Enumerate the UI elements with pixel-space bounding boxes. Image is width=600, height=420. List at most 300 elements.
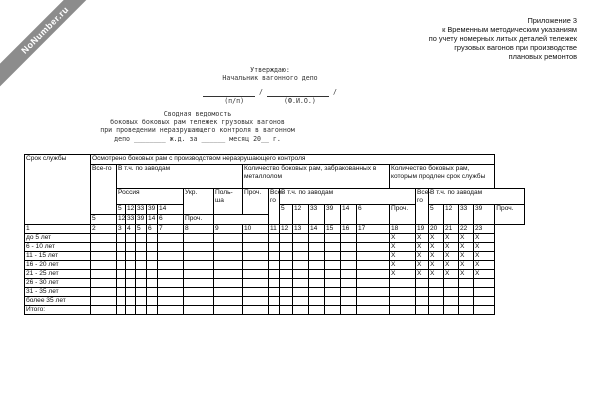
plant-code: 5 [117, 205, 126, 215]
table-cell: X [459, 243, 474, 252]
table-cell [293, 252, 309, 261]
table-cell [459, 297, 474, 306]
column-number: 7 [158, 225, 184, 234]
name-blank [267, 88, 329, 97]
table-cell [184, 234, 214, 243]
table-cell [184, 252, 214, 261]
plant-code: 12 [293, 205, 309, 225]
statement-line: боковых боковых рам тележек грузовых вагонов [110, 118, 285, 127]
header-inspected: Осмотрено боковых рам с производством неразрушающего контроля [91, 155, 495, 165]
approval-role: Начальник вагонного депо [222, 74, 318, 82]
table-cell [280, 279, 293, 288]
header-by-plants: В т.ч. по заводам [280, 189, 416, 205]
column-number: 13 [293, 225, 309, 234]
table-cell: X [459, 234, 474, 243]
table-cell [341, 279, 357, 288]
table-cell [126, 270, 136, 279]
header-other: Проч. [184, 215, 214, 225]
table-cell [280, 234, 293, 243]
table-cell: X [444, 252, 459, 261]
table-cell: X [459, 252, 474, 261]
table-row [25, 279, 525, 288]
plant-code: 14 [147, 215, 158, 225]
table-cell [341, 306, 357, 315]
table-cell [280, 261, 293, 270]
table-cell [325, 279, 341, 288]
table-cell [117, 270, 126, 279]
header-ukr: Укр. [184, 189, 214, 215]
appendix-line: грузовых вагонов при производстве [454, 43, 577, 52]
table-row [25, 261, 525, 270]
header-other: Проч. [243, 189, 269, 215]
column-number: 11 [269, 225, 280, 234]
table-cell [136, 297, 147, 306]
table-cell [158, 270, 184, 279]
table-cell [126, 252, 136, 261]
table-cell [444, 306, 459, 315]
table-cell: X [416, 243, 429, 252]
table-cell [357, 288, 390, 297]
table-cell [126, 261, 136, 270]
table-cell [117, 234, 126, 243]
table-cell: X [474, 234, 495, 243]
table-cell [325, 243, 341, 252]
table-cell [147, 234, 158, 243]
statement-line: Сводная ведомость [163, 110, 232, 118]
table-cell [269, 252, 280, 261]
table-cell [309, 234, 325, 243]
table-cell [184, 243, 214, 252]
table-cell [280, 270, 293, 279]
summary-table [24, 154, 525, 315]
statement-line: депо ________ ж.д. за ______ месяц 20__ г. [114, 134, 281, 143]
table-cell [280, 243, 293, 252]
plant-code: 39 [325, 205, 341, 225]
table-row [25, 297, 525, 306]
table-cell [280, 252, 293, 261]
table-cell: X [429, 243, 444, 252]
table-cell [416, 288, 429, 297]
table-cell [357, 261, 390, 270]
column-number: 15 [325, 225, 341, 234]
row-label: 16 - 20 лет [25, 261, 91, 270]
row-label: 31 - 35 лет [25, 288, 91, 297]
plant-code: 39 [474, 205, 495, 225]
table-cell [158, 234, 184, 243]
plant-code: 39 [147, 205, 158, 215]
table-cell: X [416, 252, 429, 261]
header-total: Все-го [416, 189, 429, 225]
table-cell [341, 288, 357, 297]
table-cell [184, 261, 214, 270]
table-cell [136, 252, 147, 261]
signature-separator: / [259, 88, 263, 96]
column-number: 19 [416, 225, 429, 234]
table-cell [325, 261, 341, 270]
header-other: Проч. [390, 205, 416, 225]
plant-code: 33 [136, 205, 147, 215]
table-cell: X [390, 234, 416, 243]
table-cell [429, 306, 444, 315]
table-cell [117, 252, 126, 261]
table-cell [91, 243, 117, 252]
table-cell [357, 279, 390, 288]
table-cell [243, 270, 269, 279]
appendix-header [429, 16, 577, 61]
row-label: 6 - 10 лет [25, 243, 91, 252]
table-cell [184, 270, 214, 279]
table-cell [325, 270, 341, 279]
plant-code: 12 [444, 205, 459, 225]
table-cell [126, 279, 136, 288]
table-cell [309, 288, 325, 297]
table-cell [357, 306, 390, 315]
table-cell [309, 252, 325, 261]
table-cell [269, 270, 280, 279]
table-cell [243, 252, 269, 261]
table-cell [357, 297, 390, 306]
table-cell [390, 297, 416, 306]
column-number: 12 [280, 225, 293, 234]
header-by-plants: В т.ч. по заводам [117, 165, 243, 189]
table-cell [91, 252, 117, 261]
column-number: 17 [357, 225, 390, 234]
table-cell [214, 288, 243, 297]
table-cell [214, 252, 243, 261]
plant-code: 5 [91, 215, 117, 225]
plant-code: 5 [429, 205, 444, 225]
table-cell [357, 270, 390, 279]
table-cell [126, 297, 136, 306]
table-cell [293, 270, 309, 279]
table-cell [341, 261, 357, 270]
table-cell [459, 279, 474, 288]
column-number: 10 [243, 225, 269, 234]
table-cell [444, 279, 459, 288]
table-cell [325, 234, 341, 243]
table-cell [117, 306, 126, 315]
table-cell [474, 279, 495, 288]
table-cell: X [429, 252, 444, 261]
plant-code: 5 [280, 205, 293, 225]
row-label: Итого: [25, 306, 91, 315]
table-cell [429, 297, 444, 306]
signature-line [195, 88, 345, 97]
approval-block [195, 66, 345, 105]
table-cell [214, 279, 243, 288]
statement-title [30, 110, 365, 143]
table-cell [117, 279, 126, 288]
header-total: Все-го [91, 165, 117, 215]
table-cell [158, 261, 184, 270]
table-cell [341, 297, 357, 306]
table-cell: X [390, 243, 416, 252]
table-cell [357, 252, 390, 261]
table-cell [341, 234, 357, 243]
table-cell [269, 261, 280, 270]
table-cell [214, 234, 243, 243]
table-cell [136, 234, 147, 243]
table-cell: X [474, 243, 495, 252]
signature-blank [203, 88, 255, 97]
table-cell [293, 234, 309, 243]
signature-caption: (п/п) [224, 97, 245, 105]
table-cell [280, 297, 293, 306]
table-cell [293, 297, 309, 306]
table-cell [147, 252, 158, 261]
table-cell [459, 306, 474, 315]
table-cell [91, 306, 117, 315]
table-cell [136, 270, 147, 279]
appendix-line: по учету номерных литых деталей тележек [428, 34, 577, 43]
statement-line: при проведении неразрушающего контроля в вагонном [100, 126, 295, 135]
header-russia: Россия [117, 189, 184, 205]
table-cell [91, 297, 117, 306]
plant-code: 12 [117, 215, 126, 225]
table-cell [126, 234, 136, 243]
table-cell [474, 297, 495, 306]
table-cell: X [474, 261, 495, 270]
table-cell [293, 243, 309, 252]
table-cell [158, 252, 184, 261]
table-cell: X [474, 252, 495, 261]
table-cell [357, 234, 390, 243]
table-cell [147, 297, 158, 306]
table-row [25, 234, 525, 243]
plant-code: 6 [158, 215, 184, 225]
table-cell [184, 297, 214, 306]
table-cell [309, 261, 325, 270]
table-cell [214, 270, 243, 279]
table-cell [243, 306, 269, 315]
table-cell [214, 297, 243, 306]
signature-captions [195, 97, 345, 105]
header-extended: Количество боковых рам, которым продлен срок службы [390, 165, 495, 189]
plant-code: 14 [341, 205, 357, 225]
table-cell [147, 288, 158, 297]
table-cell [184, 279, 214, 288]
table-cell [126, 306, 136, 315]
plant-code: 14 [158, 205, 184, 215]
row-label: более 35 лет [25, 297, 91, 306]
table-cell [309, 270, 325, 279]
table-cell [269, 243, 280, 252]
column-number: 9 [214, 225, 243, 234]
signature-separator: / [333, 88, 337, 96]
table-cell [269, 306, 280, 315]
header-rejected: Количество боковых рам, забракованных в металлолом [243, 165, 390, 189]
table-cell [325, 252, 341, 261]
table-cell: X [444, 261, 459, 270]
table-cell [184, 288, 214, 297]
header-by-plants: В т.ч. по заводам [429, 189, 525, 205]
table-cell [474, 306, 495, 315]
table-row [25, 288, 525, 297]
table-cell [136, 279, 147, 288]
table-cell [293, 279, 309, 288]
table-cell: X [474, 270, 495, 279]
header-service-life: Срок службы [25, 155, 91, 225]
table-row [25, 306, 525, 315]
table-cell [429, 288, 444, 297]
watermark-ribbon: NoNumber.ru [0, 0, 111, 96]
header-total: Все-го [269, 189, 280, 225]
table-cell [293, 288, 309, 297]
table-cell [243, 297, 269, 306]
approval-title: Утверждаю: [250, 66, 290, 74]
table-cell: X [416, 270, 429, 279]
column-number: 8 [184, 225, 214, 234]
table-cell [325, 288, 341, 297]
table-cell [147, 270, 158, 279]
table-cell [269, 288, 280, 297]
table-cell [309, 243, 325, 252]
table-cell [136, 288, 147, 297]
column-number: 4 [126, 225, 136, 234]
table-cell [214, 243, 243, 252]
table-cell [416, 297, 429, 306]
column-number: 23 [474, 225, 495, 234]
column-number: 18 [390, 225, 416, 234]
table-cell [91, 261, 117, 270]
table-cell [117, 261, 126, 270]
table-cell: X [416, 261, 429, 270]
table-cell: X [444, 243, 459, 252]
column-number: 20 [429, 225, 444, 234]
table-cell [474, 288, 495, 297]
appendix-line: Приложение 3 [527, 16, 577, 25]
column-number: 1 [25, 225, 91, 234]
table-cell [459, 288, 474, 297]
plant-code: 33 [459, 205, 474, 225]
table-cell: X [459, 270, 474, 279]
table-cell [126, 288, 136, 297]
table-cell [390, 288, 416, 297]
header-other: Проч. [495, 205, 525, 225]
column-number: 3 [117, 225, 126, 234]
table-cell [91, 270, 117, 279]
table-cell [269, 234, 280, 243]
table-cell [136, 243, 147, 252]
table-cell [293, 261, 309, 270]
table-cell [243, 288, 269, 297]
plant-code: 33 [309, 205, 325, 225]
table-cell [444, 297, 459, 306]
table-cell [147, 243, 158, 252]
plant-code: 12 [126, 205, 136, 215]
name-caption: (Ф.И.О.) [284, 97, 316, 105]
table-cell: X [429, 270, 444, 279]
table-cell: X [444, 270, 459, 279]
table-cell [269, 279, 280, 288]
table-cell [91, 279, 117, 288]
table-cell [280, 306, 293, 315]
table-cell [309, 306, 325, 315]
table-cell: X [390, 261, 416, 270]
table-cell: X [390, 252, 416, 261]
table-cell [158, 243, 184, 252]
row-label: 26 - 30 лет [25, 279, 91, 288]
table-cell [325, 306, 341, 315]
table-cell [416, 306, 429, 315]
table-cell [117, 297, 126, 306]
table-cell: X [390, 270, 416, 279]
table-cell [214, 306, 243, 315]
table-cell [158, 279, 184, 288]
table-cell [126, 243, 136, 252]
column-number: 6 [147, 225, 158, 234]
table-cell [325, 297, 341, 306]
table-cell [243, 243, 269, 252]
table-cell [91, 234, 117, 243]
table-cell: X [459, 261, 474, 270]
table-cell: X [444, 234, 459, 243]
table-cell [147, 261, 158, 270]
table-cell [136, 306, 147, 315]
column-number: 2 [91, 225, 117, 234]
table-row [25, 252, 525, 261]
table-cell [214, 261, 243, 270]
appendix-line: к Временным методическим указаниям [442, 25, 577, 34]
table-cell [243, 279, 269, 288]
row-label: 11 - 15 лет [25, 252, 91, 261]
plant-code: 6 [357, 205, 390, 225]
table-cell [341, 270, 357, 279]
table-cell [429, 279, 444, 288]
header-poland: Поль-ша [214, 189, 243, 215]
appendix-line: плановых ремонтов [508, 52, 577, 61]
column-number: 5 [136, 225, 147, 234]
table-cell [416, 279, 429, 288]
table-cell: X [416, 234, 429, 243]
table-cell [341, 243, 357, 252]
plant-code: 33 [126, 215, 136, 225]
table-cell [243, 234, 269, 243]
table-cell [158, 288, 184, 297]
column-number: 21 [444, 225, 459, 234]
plant-code: 39 [136, 215, 147, 225]
table-cell [158, 306, 184, 315]
table-cell [147, 306, 158, 315]
table-cell [117, 288, 126, 297]
table-cell [341, 252, 357, 261]
row-label: до 5 лет [25, 234, 91, 243]
table-row [25, 243, 525, 252]
table-cell [309, 297, 325, 306]
column-number: 16 [341, 225, 357, 234]
row-label: 21 - 25 лет [25, 270, 91, 279]
table-cell: X [429, 234, 444, 243]
table-cell [147, 279, 158, 288]
table-cell [390, 306, 416, 315]
table-cell [136, 261, 147, 270]
table-cell [309, 279, 325, 288]
table-row [25, 270, 525, 279]
table-cell [280, 288, 293, 297]
table-cell [243, 261, 269, 270]
table-cell: X [429, 261, 444, 270]
column-number-row [25, 225, 525, 234]
column-number: 14 [309, 225, 325, 234]
table-cell [184, 306, 214, 315]
table-cell [293, 306, 309, 315]
table-cell [117, 243, 126, 252]
table-cell [390, 279, 416, 288]
table-cell [444, 288, 459, 297]
table-cell [91, 288, 117, 297]
column-number: 22 [459, 225, 474, 234]
table-cell [158, 297, 184, 306]
